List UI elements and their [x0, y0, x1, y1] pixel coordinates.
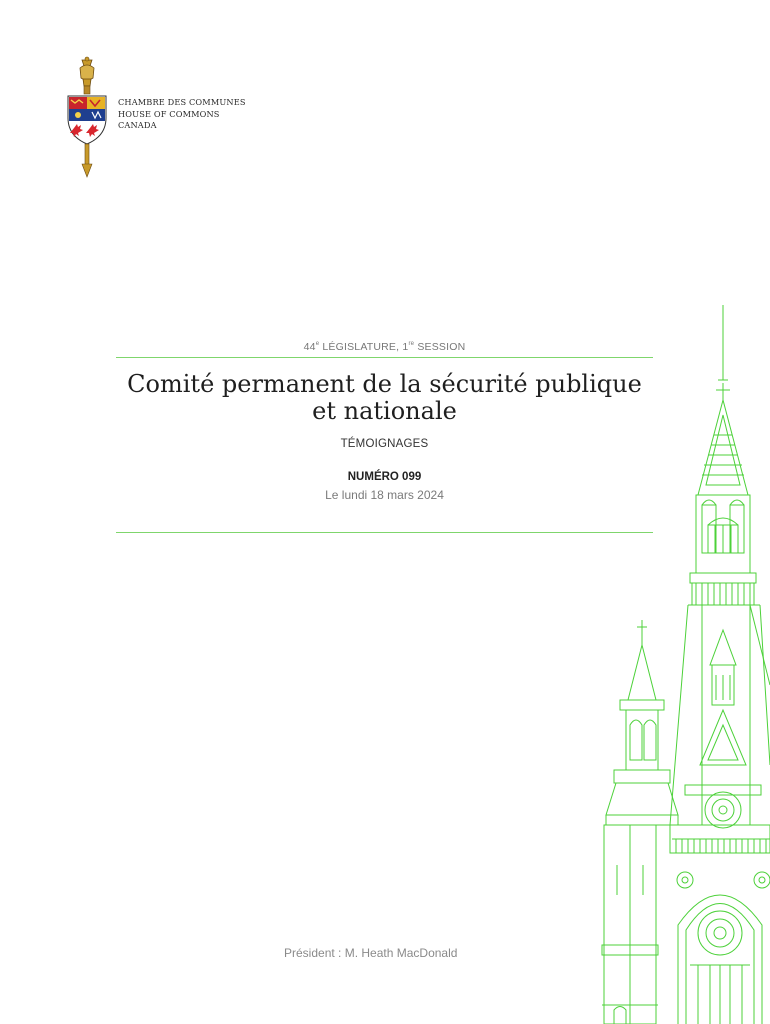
committee-title-line-1: Comité permanent de la sécurité publique — [127, 370, 642, 398]
org-line-country: CANADA — [118, 120, 157, 130]
session-number: 1 — [402, 341, 409, 353]
committee-president — [284, 946, 457, 960]
meeting-date: Le lundi 18 mars 2024 — [325, 488, 444, 502]
cover-title-block — [116, 336, 653, 502]
president-label: Président : — [284, 946, 342, 960]
top-divider — [116, 357, 653, 358]
house-of-commons-logo — [62, 56, 262, 180]
meeting-number: NUMÉRO 099 — [347, 471, 422, 483]
legislature-word: LÉGISLATURE, — [322, 341, 400, 353]
committee-title — [116, 371, 653, 425]
org-line-french: CHAMBRE DES COMMUNES — [118, 97, 246, 107]
bottom-divider — [116, 532, 653, 533]
president-name: M. Heath MacDonald — [344, 946, 458, 960]
session-word: SESSION — [417, 341, 466, 353]
legislature-ordinal: e — [315, 341, 320, 347]
document-type: TÉMOIGNAGES — [340, 438, 429, 450]
parliament-tower-line-art — [590, 305, 770, 1024]
session-ordinal: re — [408, 341, 415, 347]
organization-name — [118, 97, 246, 132]
org-line-english: HOUSE OF COMMONS — [118, 108, 220, 119]
legislature-session — [116, 336, 653, 352]
legislature-number: 44 — [303, 341, 316, 353]
house-of-commons-crest-icon — [62, 56, 112, 178]
committee-title-line-2: et nationale — [312, 397, 457, 425]
